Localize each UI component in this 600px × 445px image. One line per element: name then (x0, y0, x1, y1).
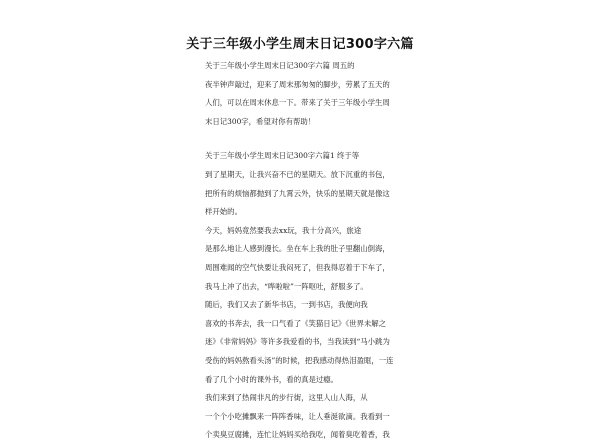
text-line: 把所有的烦恼都抛到了九霄云外，快乐的星期天就是像这 (205, 188, 390, 198)
text-line: 今天，妈妈竟然要我去xx玩，我十分高兴，旅途 (205, 225, 362, 235)
text-line: 到了星期天，让我兴奋不已的星期天。放下沉重的书包， (205, 169, 390, 179)
text-line: 是那么地让人感到漫长。坐在车上我的肚子里翻山倒海， (205, 244, 390, 254)
paragraph-4 (205, 389, 401, 445)
text-line: 看了几个小时的课外书，看的真是过瘾。 (205, 374, 339, 384)
text-line: 样开始的。 (205, 207, 242, 217)
text-line: 喜欢的书奔去，我一口气看了《笑猫日记》《世界未解之 (205, 318, 387, 328)
document-body (205, 57, 401, 445)
text-line: 随后，我们又去了新华书店，一到书店，我便向我 (205, 300, 368, 310)
text-line: 迷》《非常妈妈》等许多我爱看的书，当我读到“马小跳为 (205, 337, 390, 347)
paragraph-gap (205, 131, 401, 147)
text-line: 受伤的妈妈熬看头汤”的时候，把我感动得热泪盈眶，一连 (205, 355, 394, 365)
paragraph-intro (205, 57, 401, 131)
paragraph-3 (205, 296, 401, 389)
document-title: 关于三年级小学生周末日记300字六篇 (186, 37, 414, 52)
paragraph-2 (205, 222, 401, 296)
text-line: 周围难闻的空气快要让我闷死了，但我得忍着于下车了， (205, 262, 390, 272)
paragraph-1 (205, 147, 401, 221)
text-line: 一个个小吃摊飘来一阵阵香味，让人垂涎欲滴。我看到一 (205, 411, 390, 421)
text-line: 关于三年级小学生周末日记300字六篇1 终于等 (205, 151, 360, 161)
text-line: 末日记300字，希望对你有帮助！ (205, 116, 316, 126)
text-line: 我马上冲了出去，“哗啦啦”一阵呕吐，舒服多了。 (205, 281, 368, 291)
text-line: 人们，可以在周末休息一下。带来了关于三年级小学生周 (205, 98, 390, 108)
text-line: 我们来到了热闹非凡的步行街，这里人山人海，从 (205, 393, 368, 403)
text-line: 关于三年级小学生周末日记300字六篇 周五的 (205, 61, 355, 70)
text-line: 夜半钟声敲过，迎来了周末那匆匆的脚步，劳累了五天的 (205, 79, 390, 89)
text-line: 个卖臭豆腐摊，连忙让妈妈买给我吃，闻着臭吃着香，我 (205, 430, 390, 440)
